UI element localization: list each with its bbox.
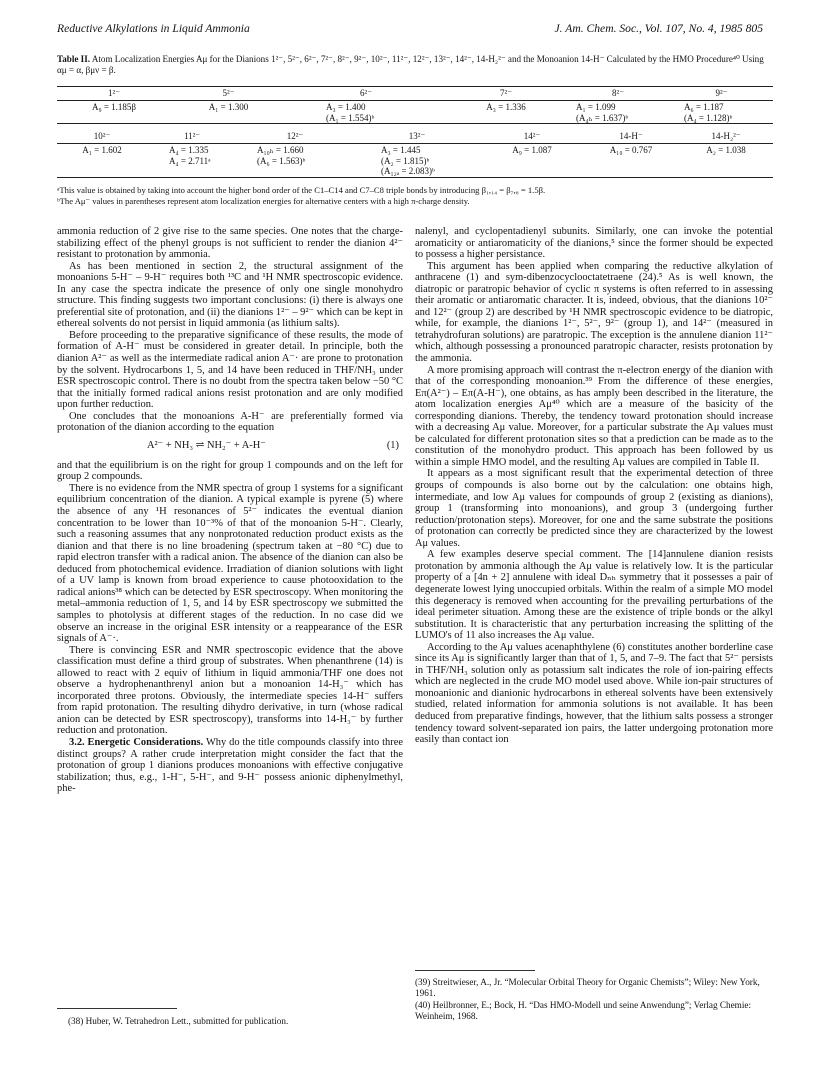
table-cell — [566, 101, 670, 124]
table-caption — [57, 54, 773, 76]
table-header-cell: 14²⁻ — [481, 130, 583, 144]
table-row — [57, 144, 773, 178]
table-header-cell: 1²⁻ — [57, 87, 171, 101]
table-header-cell: 8²⁻ — [566, 87, 670, 101]
cell-value: A₁ = 1.099 — [576, 102, 616, 112]
table-header-cell: 7²⁻ — [446, 87, 566, 101]
table-ii-part-1 — [57, 86, 773, 124]
table-cell — [353, 144, 481, 178]
paragraph: There is no evidence from the NMR spectra of group 1 systems for a significant equilibrium concentration of the dianion. A typical example is pyrene (5) where the absence of any ¹H resonances of 5²⁻ indicates the eventual dianion concentration to be lower than 10⁻³% of that of the monoanion 5-H⁻. Clearly, such a reasoning assumes that any nonprotonated reduction product exists as the dianion and that there is no line broadening (spectrum taken at −80 °C) due to rapid electron transfer with a radical anion. The absence of the dianion can also be deduced from photochemical evidence. Irradiation of dianion solutions with light of a UV lamp is known from broad experience to cause photooxidation to the radical anions³⁸ which can be detected by ESR spectroscopy. When monitoring the metal–ammonia reduction of 1, 5, and 14 by ESR spectroscopy we submitted the samples to photolysis at different stages of the reduction. In no case did we observe an increase in the original ESR intensity or a reappearance of the ESR signals of A⁻·. — [57, 482, 403, 645]
section-heading: 3.2. Energetic Considerations. — [69, 736, 204, 748]
paragraph: nalenyl, and cyclopentadienyl subunits. Similarly, one can invoke the potential aromaticity or antiaromaticity of the dianions,⁵ since the former should be expected to possess a higher persistance. — [415, 226, 773, 261]
cell-value: (A₆ = 1.563)ᵇ — [257, 155, 306, 166]
equation-number: (1) — [386, 439, 399, 451]
cell-value: A₃ = 1.336 — [486, 102, 526, 112]
cell-value: A₃ = 1.445 — [381, 145, 421, 155]
paragraph: As has been mentioned in section 2, the structural assignment of the monoanions 5-H⁻ – 9-H⁻ requires both ¹³C and ¹H NMR spectroscopic evidence. In any case the spectra indicate the presence of only one single monohydro structure. This finding suggests two important conclusions: (i) there is always one preferential site of protonation, and (ii) the dianions 1²⁻ – 9²⁻ which can be kept in ethereal solvents do not persist in liquid ammonia (as lithium salts). — [57, 260, 403, 330]
reference-39: (39) Streitwieser, A., Jr. “Molecular Orbital Theory for Organic Chemists”; Wiley: New York, 1961. — [415, 977, 760, 998]
cell-value: (A₄ₕ = 1.637)ᵇ — [576, 112, 629, 123]
table-cell — [446, 101, 566, 124]
running-header-citation: J. Am. Chem. Soc., Vol. 107, No. 4, 1985 805 — [554, 22, 763, 35]
running-header-title: Reductive Alkylations in Liquid Ammonia — [57, 22, 250, 35]
equation-1 — [57, 440, 403, 454]
cell-value: (A₁ = 1.554)ᵇ — [326, 112, 375, 123]
table-cell — [679, 144, 773, 178]
cell-value: A₆ = 1.187 — [684, 102, 724, 112]
cell-value: A₂ = 1.038 — [706, 145, 746, 155]
cell-value: A₄ = 1.335 — [169, 145, 209, 155]
paragraph: This argument has been applied when comparing the reductive alkylation of anthracene (1) and sym-dibenzocyclooctatetraene (24).⁵ As is well known, the diatropic or paratropic behavior of cyclic π systems is often referred to in assessing their aromatic or antiaromatic character. It is, indeed, obvious, that the dianions 10²⁻ and 12²⁻ (group 2) are described by ¹H NMR spectroscopic evidence to be diatropic, while, for example, the dianions 1²⁻, 5²⁻, 9²⁻ (group 1), and 14²⁻ (measured in tetrahydrofuran solutions) are paratropic. The exception is the annulene dianion 11²⁻ which, although possessing a pronounced paratropic character, resists protonation by the ammonia. — [415, 260, 773, 365]
table-footnote-b: ᵇThe Aμ⁻ values in parentheses represent atom localization energies for alternative centers with a high π-charge density. — [57, 196, 470, 206]
reference-40: (40) Heilbronner, E.; Bock, H. “Das HMO-Modell und seine Anwendung”; Verlag Chemie: Weinheim, 1968. — [415, 1000, 752, 1021]
cell-value: (A₁₂ₐ = 2.083)ᵇ — [381, 166, 435, 176]
table-header-row — [57, 130, 773, 144]
table-ii-part-2 — [57, 130, 773, 178]
table-cell — [57, 144, 147, 178]
table-header-cell: 14-H₂²⁻ — [679, 130, 773, 144]
table-header-cell: 6²⁻ — [286, 87, 446, 101]
table-header-cell: 14-H⁻ — [583, 130, 679, 144]
paragraph: A more promising approach will contrast the π-electron energy of the dianion with that of the corresponding monoanion.³⁹ From the difference of these energies, Eπ(A²⁻) – Eπ(A-H⁻), one obtains, as has amply been described in the literature, the atom localization energies Aμ⁴⁰ which are a measure of the basicity of the corresponding dianions. Thereby, the tendency toward protonation should increase with a decreasing Aμ value. Moreover, for a particular substrate the Aμ values must be calculated for different protonation sites so that a prediction can be made as to the constitution of the monohydro product. This approach has been followed by us within a simple HMO model, and the resulting Aμ values are compiled in Table II. — [415, 364, 773, 468]
table-header-cell: 10²⁻ — [57, 130, 147, 144]
table-caption-text: Atom Localization Energies Aμ for the Dianions 1²⁻, 5²⁻, 6²⁻, 7²⁻, 8²⁻, 9²⁻, 10²⁻, 11²⁻, 12²⁻, 13²⁻, 14²⁻, 14-H₂²⁻ and the Monoanion 14-H⁻ Calculated by the HMO Procedure⁴⁰ Using αμ = α, βμν = β. — [57, 54, 764, 75]
table-cell — [237, 144, 353, 178]
cell-value: A₁ = 1.602 — [82, 145, 122, 155]
cell-value: A₁₀ = 0.767 — [609, 145, 653, 155]
footnote-rule — [57, 1008, 177, 1009]
paragraph-text: Why do the title compounds classify into three distinct groups? A rather crude interpretation might consider the fact that the protonation of group 1 dianions produces monoanions with effective conjugative stabilization; thus, e.g., 1-H⁻, 5-H⁻, and 9-H⁻ possess anionic diphenylmethyl, phe- — [57, 736, 403, 795]
cell-value: (A₂ = 1.815)ᵇ — [381, 155, 430, 166]
table-label: Table II. — [57, 54, 91, 64]
cell-value: A₉ = 1.185β — [91, 102, 137, 112]
reference-38: (38) Huber, W. Tetrahedron Lett., submitted for publication. — [68, 1016, 289, 1026]
paragraph: ammonia reduction of 2 give rise to the same species. One notes that the charge-stabilizing effect of the phenyl groups is not sufficient to render the dianion 4²⁻ resistant to protonation by ammonia. — [57, 226, 403, 261]
running-header — [57, 22, 763, 38]
cell-value: (A₄ = 1.128)ᵇ — [684, 112, 733, 123]
table-cell — [147, 144, 237, 178]
cell-value: A₃ = 1.400 — [326, 102, 366, 112]
paragraph: According to the Aμ values acenaphthylene (6) constitutes another borderline case since its Aμ is significantly larger than that of 1, 5, and 7–9. The fact that 5²⁻ persists in THF/NH₃ solution only as potassium salt indicates the role of ion-pairing effects which are neglected in the crude MO model used above. While ion-pair structures of monoanionic and dianionic hydrocarbons in ethereal solvents have been extensively studied, related information for ammonia solutions is not available. It has been deduced from preparative findings, however, that the lithium salts possess a stronger tendency toward solvent-separated ion pairs, the latter undergoing protonation more easily than contact ion — [415, 641, 773, 746]
paragraph: A few examples deserve special comment. The [14]annulene dianion resists protonation by ammonia although the Aμ value is relatively low. It is the particular property of a [4n + 2] annulene with ideal Dₙₕ symmetry that it possesses a pair of degenerate lowest lying unoccupied orbitals. Within the realm of a simple MO model this degeneracy is removed when accounting for the prevailing perturbations of the ideal perimeter situation. Among these are the existence of triple bonds or the alkyl substitution. It is characteristic that any perturbation increasing the splitting of the LUMO's of 11 also increases the Aμ value. — [415, 549, 773, 642]
section-paragraph — [57, 737, 403, 795]
table-cell — [481, 144, 583, 178]
table-cell — [57, 101, 171, 124]
table-cell — [171, 101, 286, 124]
paragraph: There is convincing ESR and NMR spectroscopic evidence that the above classification must define a third group of substrates. When phenanthrene (14) is allowed to react with 2 equiv of lithium in liquid ammonia/THF one does not observe a hydrophenanthrenyl anion but a monoanion 14-H₃⁻ which has incorporated three protons. Obviously, the intermediate species 14-H⁻ suffers from rapid protonation. The resulting dihydro derivative, in turn (whose radical anion can be detected by ESR spectroscopy), transforms into 14-H₃⁻ by further reduction and protonation. — [57, 644, 403, 737]
equation-body: A²⁻ + NH₃ ⇌ NH₂⁻ + A-H⁻ — [147, 439, 266, 451]
table-cell — [670, 101, 773, 124]
table-header-cell: 13²⁻ — [353, 130, 481, 144]
paragraph: One concludes that the monoanions A-H⁻ are preferentially formed via protonation of the dianion according to the equation — [57, 410, 403, 434]
cell-value: A₄ = 2.711ᵃ — [169, 155, 211, 166]
table-footnote-a: ᵃThis value is obtained by taking into account the higher bond order of the C1–C14 and C7–C8 triple bonds by introducing β₁,₁₄ = β₇,₈ = 1.5β. — [57, 185, 546, 195]
table-header-cell: 11²⁻ — [147, 130, 237, 144]
left-column — [57, 226, 403, 795]
cell-value: A₉ = 1.087 — [512, 145, 552, 155]
paragraph: and that the equilibrium is on the right for group 1 compounds and on the left for group 2 compounds. — [57, 459, 403, 483]
table-header-cell: 12²⁻ — [237, 130, 353, 144]
table-header-cell: 5²⁻ — [171, 87, 286, 101]
right-column — [415, 226, 773, 746]
footnote-rule — [415, 970, 535, 971]
table-cell — [583, 144, 679, 178]
table-header-cell: 9²⁻ — [670, 87, 773, 101]
table-row — [57, 101, 773, 124]
table-cell — [286, 101, 446, 124]
cell-value: A₁ = 1.300 — [208, 102, 249, 112]
cell-value: A₁₀ₕ = 1.660 — [257, 145, 304, 155]
table-header-row — [57, 87, 773, 101]
paragraph: Before proceeding to the preparative significance of these results, the mode of formation of A-H⁻ must be considered in greater detail. In principle, both the dianion A²⁻ as well as the intermediate radical anion A⁻· are prone to protonation by the solvent. Hydrocarbons 1, 5, and 14 have been reduced in THF/NH₃ under ESR spectroscopic control. There is no doubt from the spectra taken below −50 °C that the initially formed radical anions resist protonation and are only modified upon further reduction. — [57, 329, 403, 411]
paragraph: It appears as a most significant result that the experimental detection of three groups of compounds is also borne out by the calculation: one obtains high, intermediate, and low Aμ values for compounds of group 2 (existing as dianions), group 1 (transforming into monoanions), and group 3 (undergoing further reduction/protonation steps). Moreover, for one and the same substrate the positions of protonation can correctly be predicted since they are characterized by the lowest Aμ values. — [415, 468, 773, 549]
